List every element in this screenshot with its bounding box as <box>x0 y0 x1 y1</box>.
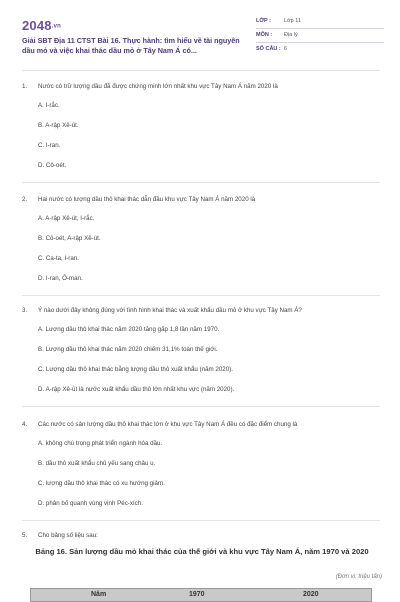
option-a[interactable]: A. I-rắc. <box>38 102 60 109</box>
question-text: 5. Cho bảng số liệu sau: <box>22 532 98 539</box>
option-d[interactable]: D. phân bố quanh vùng vịnh Péc-xích. <box>38 500 143 507</box>
divider <box>22 295 380 296</box>
option-a[interactable]: A. không chú trọng phát triển ngành hóa dầu. <box>38 440 163 447</box>
option-b[interactable]: B. Lượng dầu thô khai thác năm 2020 chiếm 31,1% toàn thế giới. <box>38 346 218 353</box>
table-title: Bảng 16. Sản lượng dầu mỏ khai thác của thế giới và khu vực Tây Nam Á, năm 1970 và 2020 <box>35 547 369 556</box>
divider <box>256 28 384 29</box>
option-c[interactable]: C. lượng dầu thô khai thác có xu hướng giảm. <box>38 480 165 487</box>
meta-value: Địa lý <box>284 32 298 38</box>
option-d[interactable]: D. A-rập Xê-út là nước xuất khẩu dầu thô lớn nhất khu vực (năm 2020). <box>38 386 235 393</box>
site-logo[interactable]: 2048.vn <box>22 18 62 33</box>
meta-value: Lớp 11 <box>284 18 301 24</box>
divider <box>256 42 384 43</box>
table-header-2020: 2020 <box>303 591 319 598</box>
divider <box>22 182 380 183</box>
option-a[interactable]: A. A-rập Xê-út, I-rắc. <box>38 215 95 222</box>
meta-label: SỐ CÂU : <box>256 46 281 52</box>
option-c[interactable]: C. Ca-ta, I-ran. <box>38 255 79 262</box>
option-a[interactable]: A. Lượng dầu thô khai thác năm 2020 tăng gấp 1,8 lần năm 1970. <box>38 326 220 333</box>
question-text: 3. Ý nào dưới đây không đúng với tình hình khai thác và xuất khẩu dầu mỏ ở khu vực Tây Nam Á? <box>22 307 302 314</box>
meta-label: MÔN : <box>256 32 273 38</box>
divider <box>22 70 380 71</box>
meta-value: 6 <box>284 46 288 52</box>
option-b[interactable]: B. dầu thô xuất khẩu chủ yếu sang châu u. <box>38 460 156 467</box>
question-text: 1. Nước có trữ lượng dầu đã được chứng minh lớn nhất khu vực Tây Nam Á năm 2020 là <box>22 83 278 90</box>
question-1 <box>22 82 382 170</box>
meta-label: LỚP : <box>256 18 271 24</box>
document-title: Giải SBT Địa 11 CTST Bài 16. Thực hành: tìm hiểu về tài nguyên dầu mỏ và việc khai thác dầu mỏ ở Tây Nam Á có... <box>22 36 240 55</box>
option-c[interactable]: C. I-ran. <box>38 142 61 149</box>
option-b[interactable]: B. A-rập Xê-út. <box>38 122 79 129</box>
table-unit: (Đơn vị: triệu tấn) <box>335 574 382 580</box>
option-c[interactable]: C. Lượng dầu thô khai thác bằng lượng dầu thô xuất khẩu (năm 2020). <box>38 366 233 373</box>
option-d[interactable]: D. I-ran, Ô-man. <box>38 275 83 282</box>
question-5 <box>22 531 382 540</box>
table-header-year: Năm <box>91 591 107 598</box>
question-4 <box>22 420 382 508</box>
question-3 <box>22 306 382 394</box>
option-d[interactable]: D. Cô-oét. <box>38 162 67 169</box>
page-header <box>0 0 400 70</box>
table-header-1970: 1970 <box>189 591 205 598</box>
question-text: 4. Các nước có sản lượng dầu thô khai thác lớn ở khu vực Tây Nam Á đều có đặc điểm chung là <box>22 421 298 428</box>
question-2 <box>22 195 382 283</box>
divider <box>22 406 380 407</box>
question-text: 2. Hai nước có lượng dầu thô khai thác dẫn đầu khu vực Tây Nam Á năm 2020 là <box>22 196 256 203</box>
option-b[interactable]: B. Cô-oét, A-rập Xê-út. <box>38 235 101 242</box>
divider <box>22 520 380 521</box>
